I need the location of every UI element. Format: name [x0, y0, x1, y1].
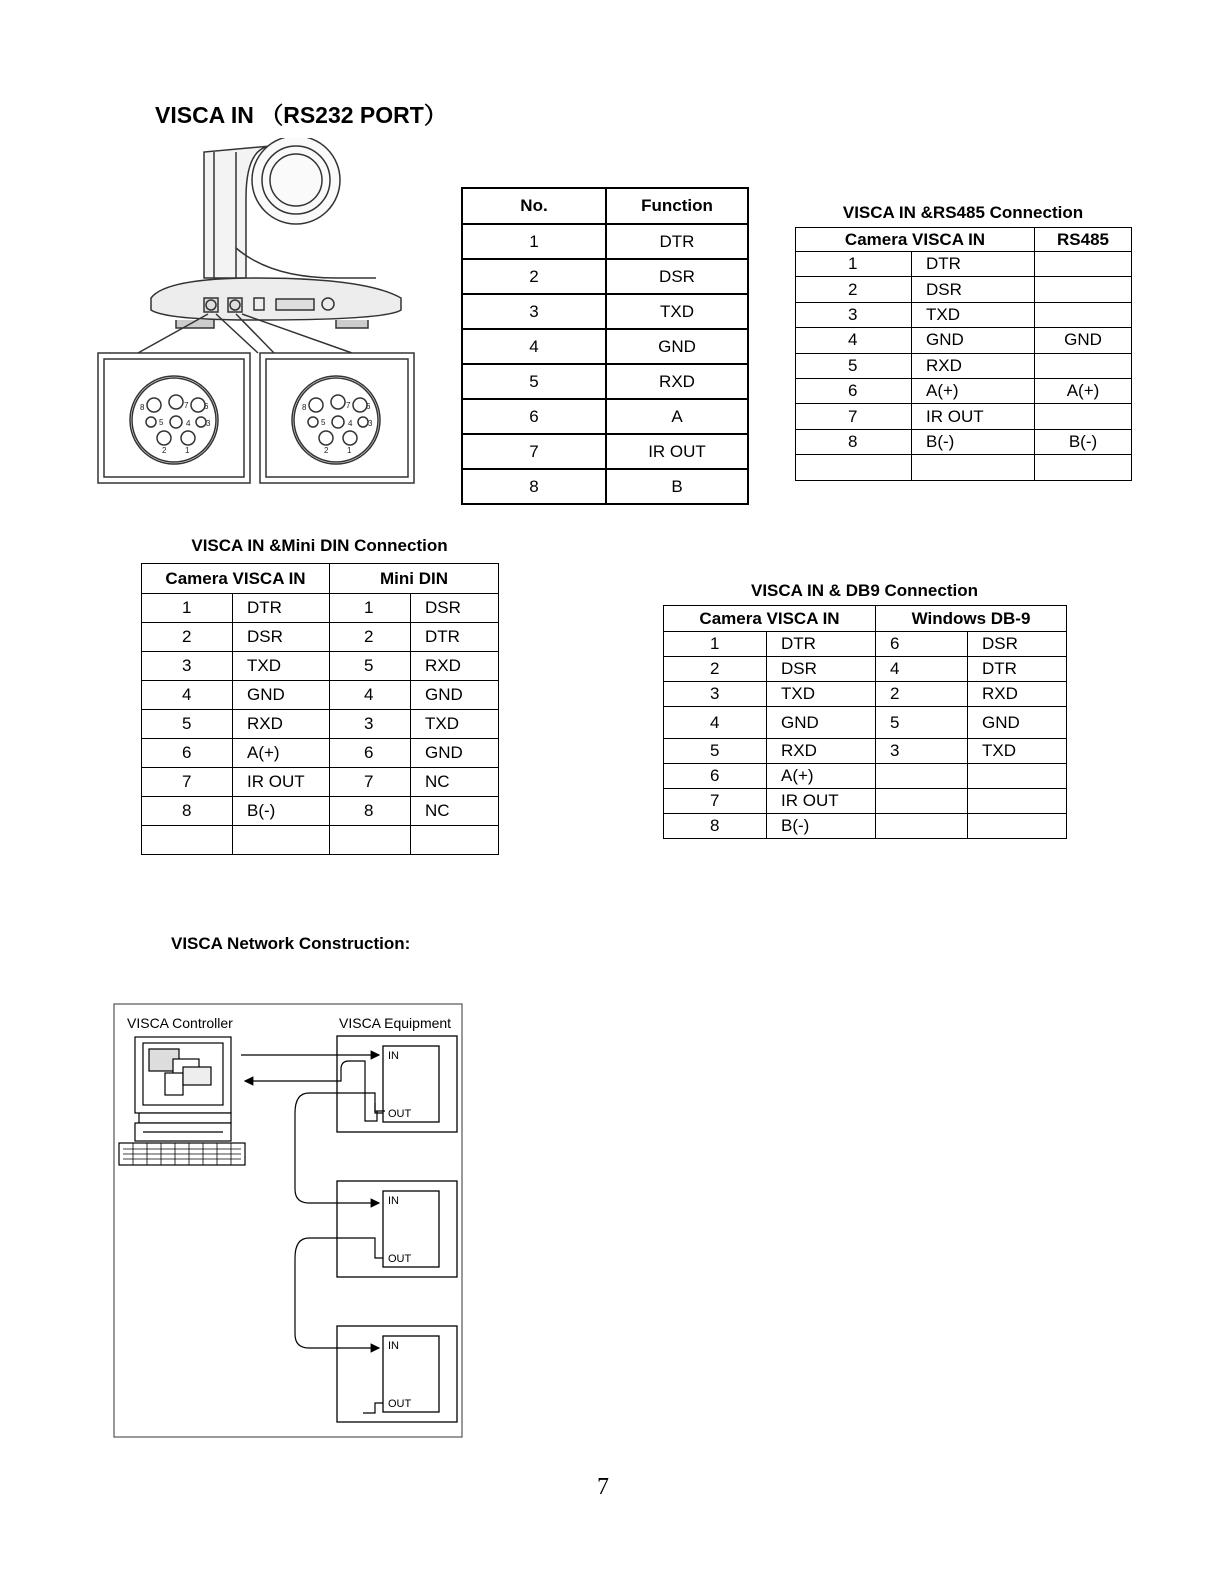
- pin-label: 4: [186, 419, 191, 428]
- table-row: [142, 797, 499, 826]
- column-header: Mini DIN: [330, 564, 499, 594]
- table-cell: DTR: [606, 224, 748, 259]
- controller-label: VISCA Controller: [127, 1015, 233, 1031]
- table-row: [796, 353, 1132, 378]
- table-cell: RXD: [767, 739, 876, 764]
- table-row: [796, 252, 1132, 277]
- table-row: [142, 826, 499, 855]
- table-cell: RXD: [411, 652, 499, 681]
- table-cell: IR OUT: [767, 789, 876, 814]
- column-header: No.: [462, 188, 606, 224]
- table-row: [664, 764, 1067, 789]
- table-row: [142, 652, 499, 681]
- table-cell: B(-): [1035, 429, 1132, 454]
- column-header: Camera VISCA IN: [664, 606, 876, 632]
- table-cell: 2: [330, 623, 411, 652]
- table-row: [462, 329, 748, 364]
- table-cell: GND: [968, 707, 1067, 739]
- camera-back-illustration: [96, 138, 418, 488]
- table-cell: 6: [796, 378, 912, 403]
- table-row: [462, 434, 748, 469]
- table-cell: IR OUT: [233, 768, 330, 797]
- table-cell: 7: [142, 768, 233, 797]
- table-cell: [142, 826, 233, 855]
- table-row: [462, 399, 748, 434]
- table-cell: 4: [796, 328, 912, 353]
- out-label: OUT: [388, 1398, 412, 1410]
- table-row: [142, 623, 499, 652]
- table-cell: 3: [142, 652, 233, 681]
- pin-label: 8: [302, 403, 307, 412]
- table-cell: 1: [664, 632, 767, 657]
- column-header: Function: [606, 188, 748, 224]
- table-cell: 3: [664, 682, 767, 707]
- table-cell: [968, 789, 1067, 814]
- table-row: [142, 594, 499, 623]
- table-cell: GND: [606, 329, 748, 364]
- table-cell: GND: [1035, 328, 1132, 353]
- table-cell: 3: [330, 710, 411, 739]
- table-cell: [876, 764, 968, 789]
- table-cell: 6: [330, 739, 411, 768]
- table-row: [796, 378, 1132, 403]
- table-cell: RXD: [233, 710, 330, 739]
- table-row: [796, 455, 1132, 480]
- table-cell: A(+): [767, 764, 876, 789]
- table-cell: A(+): [1035, 378, 1132, 403]
- table-cell: [1035, 252, 1132, 277]
- table-cell: 4: [664, 707, 767, 739]
- table-cell: TXD: [767, 682, 876, 707]
- table-cell: 6: [142, 739, 233, 768]
- table-row: [796, 429, 1132, 454]
- table-cell: [876, 789, 968, 814]
- table-cell: DSR: [968, 632, 1067, 657]
- table-cell: [968, 814, 1067, 839]
- table-cell: NC: [411, 797, 499, 826]
- equipment-label: VISCA Equipment: [339, 1015, 452, 1031]
- table-row: [462, 469, 748, 504]
- table-row: [462, 294, 748, 329]
- table-row: [142, 739, 499, 768]
- table-cell: B(-): [233, 797, 330, 826]
- table-cell: TXD: [411, 710, 499, 739]
- page-number: 7: [597, 1474, 609, 1500]
- column-header: RS485: [1035, 228, 1132, 252]
- minidin-caption: VISCA IN &Mini DIN Connection: [191, 536, 448, 555]
- pin-label: 3: [206, 419, 211, 428]
- db9-caption: VISCA IN & DB9 Connection: [751, 581, 978, 600]
- table-cell: 5: [664, 739, 767, 764]
- table-cell: B: [606, 469, 748, 504]
- table-cell: 3: [876, 739, 968, 764]
- table-cell: GND: [767, 707, 876, 739]
- column-header: Camera VISCA IN: [142, 564, 330, 594]
- table-cell: 2: [142, 623, 233, 652]
- table-cell: 5: [330, 652, 411, 681]
- table-cell: NC: [411, 768, 499, 797]
- table-cell: 4: [876, 657, 968, 682]
- table-cell: B(-): [912, 429, 1035, 454]
- page-title: VISCA IN （RS232 PORT）: [155, 102, 447, 128]
- column-header: Camera VISCA IN: [796, 228, 1035, 252]
- table-cell: TXD: [233, 652, 330, 681]
- table-header-row: [142, 564, 499, 594]
- table-cell: DTR: [233, 594, 330, 623]
- pin-label: 6: [366, 402, 371, 411]
- table-cell: 4: [330, 681, 411, 710]
- pin-label: 5: [321, 418, 326, 427]
- visca-network-diagram: [113, 1003, 463, 1438]
- table-cell: DTR: [411, 623, 499, 652]
- table-cell: 4: [462, 329, 606, 364]
- table-cell: 5: [876, 707, 968, 739]
- table-cell: IR OUT: [606, 434, 748, 469]
- minidin-table: [141, 563, 499, 855]
- table-cell: [912, 455, 1035, 480]
- pin-function-table: [461, 187, 749, 505]
- table-cell: DTR: [912, 252, 1035, 277]
- table-cell: DSR: [411, 594, 499, 623]
- column-header: Windows DB-9: [876, 606, 1067, 632]
- table-cell: [1035, 455, 1132, 480]
- table-cell: A(+): [233, 739, 330, 768]
- rs485-table: [795, 227, 1132, 481]
- table-cell: A: [606, 399, 748, 434]
- in-label: IN: [388, 1340, 399, 1352]
- table-cell: 8: [330, 797, 411, 826]
- pin-label: 2: [324, 446, 329, 455]
- table-cell: [1035, 404, 1132, 429]
- table-cell: 2: [664, 657, 767, 682]
- table-cell: 3: [462, 294, 606, 329]
- table-cell: 1: [796, 252, 912, 277]
- table-row: [664, 707, 1067, 739]
- table-row: [796, 328, 1132, 353]
- in-label: IN: [388, 1050, 399, 1062]
- table-cell: 7: [462, 434, 606, 469]
- pin-label: 7: [346, 401, 351, 410]
- table-cell: GND: [233, 681, 330, 710]
- table-header-row: [462, 188, 748, 224]
- table-cell: DSR: [912, 277, 1035, 302]
- pin-label: 6: [204, 402, 209, 411]
- table-cell: TXD: [912, 302, 1035, 327]
- table-cell: 6: [664, 764, 767, 789]
- table-cell: 6: [462, 399, 606, 434]
- table-row: [664, 682, 1067, 707]
- table-cell: [411, 826, 499, 855]
- table-cell: 6: [876, 632, 968, 657]
- table-cell: [796, 455, 912, 480]
- table-cell: 7: [664, 789, 767, 814]
- table-cell: 5: [142, 710, 233, 739]
- table-row: [142, 768, 499, 797]
- table-cell: B(-): [767, 814, 876, 839]
- table-row: [664, 789, 1067, 814]
- table-cell: A(+): [912, 378, 1035, 403]
- table-cell: [233, 826, 330, 855]
- out-label: OUT: [388, 1253, 412, 1265]
- table-cell: [1035, 302, 1132, 327]
- table-row: [664, 657, 1067, 682]
- table-cell: DSR: [233, 623, 330, 652]
- table-cell: 7: [330, 768, 411, 797]
- table-cell: [1035, 277, 1132, 302]
- table-row: [462, 259, 748, 294]
- table-cell: TXD: [606, 294, 748, 329]
- table-cell: IR OUT: [912, 404, 1035, 429]
- table-cell: 2: [876, 682, 968, 707]
- table-cell: 1: [462, 224, 606, 259]
- table-cell: GND: [411, 681, 499, 710]
- table-header-row: [664, 606, 1067, 632]
- table-cell: 4: [142, 681, 233, 710]
- pin-label: 5: [159, 418, 164, 427]
- db9-table: [663, 605, 1067, 839]
- table-cell: GND: [411, 739, 499, 768]
- network-caption: VISCA Network Construction:: [171, 934, 411, 953]
- pin-label: 8: [140, 403, 145, 412]
- table-cell: 7: [796, 404, 912, 429]
- table-cell: DSR: [767, 657, 876, 682]
- table-row: [462, 364, 748, 399]
- table-cell: 8: [664, 814, 767, 839]
- table-cell: 5: [796, 353, 912, 378]
- table-cell: [876, 814, 968, 839]
- table-cell: [1035, 353, 1132, 378]
- pin-label: 7: [184, 401, 189, 410]
- table-row: [796, 404, 1132, 429]
- table-cell: 2: [462, 259, 606, 294]
- computer-icon: [119, 1037, 245, 1165]
- table-header-row: [796, 228, 1132, 252]
- table-row: [142, 710, 499, 739]
- table-row: [142, 681, 499, 710]
- table-cell: DTR: [968, 657, 1067, 682]
- table-cell: RXD: [968, 682, 1067, 707]
- table-cell: 8: [142, 797, 233, 826]
- table-row: [664, 632, 1067, 657]
- table-cell: RXD: [912, 353, 1035, 378]
- table-cell: DSR: [606, 259, 748, 294]
- table-row: [664, 739, 1067, 764]
- pin-label: 4: [348, 419, 353, 428]
- table-row: [796, 302, 1132, 327]
- table-cell: DTR: [767, 632, 876, 657]
- pin-label: 2: [162, 446, 167, 455]
- table-cell: 5: [462, 364, 606, 399]
- pin-label: 1: [347, 446, 352, 455]
- table-cell: 3: [796, 302, 912, 327]
- table-cell: RXD: [606, 364, 748, 399]
- table-cell: 1: [330, 594, 411, 623]
- table-cell: [330, 826, 411, 855]
- table-cell: 8: [462, 469, 606, 504]
- out-label: OUT: [388, 1108, 412, 1120]
- table-row: [664, 814, 1067, 839]
- pin-label: 1: [185, 446, 190, 455]
- table-cell: 2: [796, 277, 912, 302]
- table-cell: 1: [142, 594, 233, 623]
- in-label: IN: [388, 1195, 399, 1207]
- table-cell: [968, 764, 1067, 789]
- table-cell: 8: [796, 429, 912, 454]
- table-cell: GND: [912, 328, 1035, 353]
- table-cell: TXD: [968, 739, 1067, 764]
- pin-label: 3: [368, 419, 373, 428]
- rs485-caption: VISCA IN &RS485 Connection: [842, 203, 1084, 222]
- table-row: [796, 277, 1132, 302]
- table-row: [462, 224, 748, 259]
